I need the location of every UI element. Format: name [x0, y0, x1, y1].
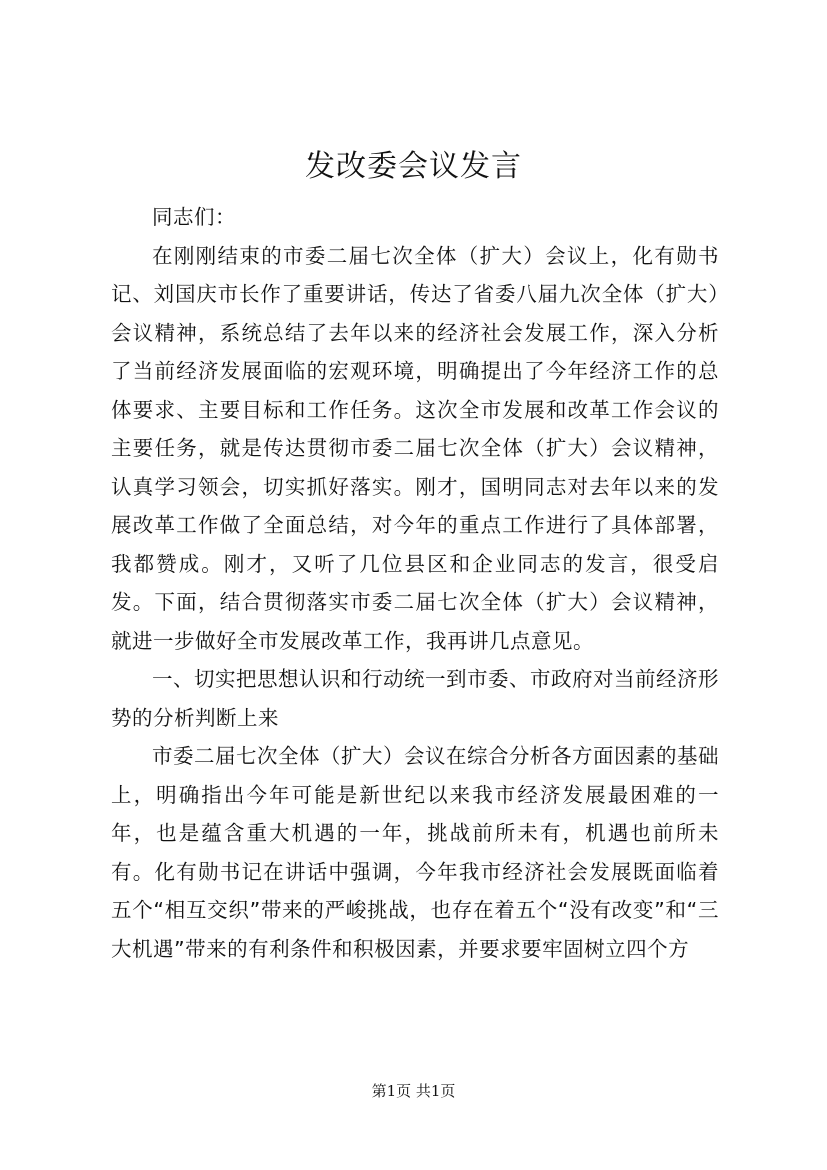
paragraph-section-1: 市委二届七次全体（扩大）会议在综合分析各方面因素的基础上，明确指出今年可能是新世纪以来我市经济发展最困难的一年，也是蕴含重大机遇的一年，挑战前所未有，机遇也前所未有。化有勋书记在讲话中强调，今年我市经济社会发展既面临着五个“相互交织”带来的严峻挑战，也存在着五个“没有改变”和“三大机遇”带来的有利条件和积极因素，并要求要牢固树立四个方	[111, 744, 719, 961]
document-body	[111, 198, 719, 968]
salutation: 同志们：	[152, 205, 236, 229]
paragraph-intro: 在刚刚结束的市委二届七次全体（扩大）会议上，化有勋书记、刘国庆市长作了重要讲话，传达了省委八届九次全体（扩大）会议精神，系统总结了去年以来的经济社会发展工作，深入分析了当前经济发展面临的宏观环境，明确提出了今年经济工作的总体要求、主要目标和工作任务。这次全市发展和改革工作会议的主要任务，就是传达贯彻市委二届七次全体（扩大）会议精神，认真学习领会，切实抓好落实。刚才，国明同志对去年以来的发展改革工作做了全面总结，对今年的重点工作进行了具体部署，我都赞成。刚才，又听了几位县区和企业同志的发言，很受启发。下面，结合贯彻落实市委二届七次全体（扩大）会议精神，就进一步做好全市发展改革工作，我再讲几点意见。	[111, 243, 719, 653]
page-footer: 第1页 共1页	[371, 1082, 456, 1100]
section-heading-1: 一、切实把思想认识和行动统一到市委、市政府对当前经济形势的分析判断上来	[111, 667, 719, 730]
document-title: 发改委会议发言	[305, 149, 522, 184]
